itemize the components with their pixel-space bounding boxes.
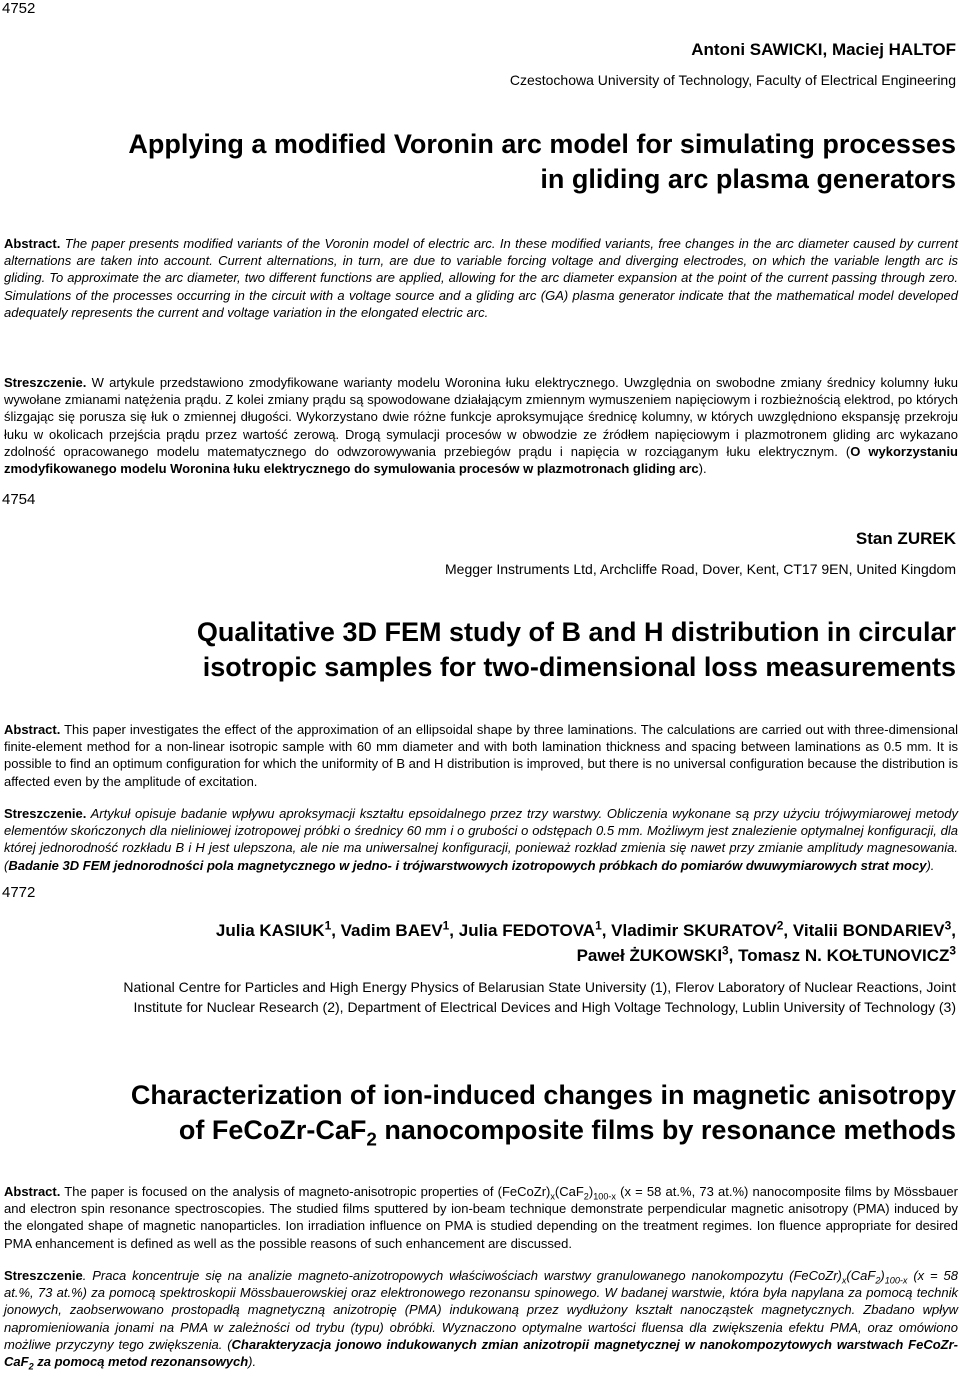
streszczenie-bold-title: Badanie 3D FEM jednorodności pola magnetycznego w jedno- i trójwarstwowych izotropowych próbkach do pomiarów dwuwymiarowych strat mocy	[8, 857, 927, 873]
title-line: in gliding arc plasma generators	[540, 164, 956, 194]
abstract-label: Abstract.	[4, 1184, 61, 1199]
article-title	[197, 615, 956, 685]
affil-index: 1	[324, 918, 332, 933]
affil-index: 2	[776, 918, 784, 933]
streszczenie-text: Artykuł opisuje badanie wpływu aproksymacji kształtu epsoidalnego przez trzy warstwy. Obliczenia wykonane są przy użyciu trójwymiarowej metody elementów skończonych dla nieliniowej izotropowej próbki o średnicy 60 mm i o grubości o odstępach 0.5 mm. Możliwym jest znalezienie optymalnej konfiguracji, dla której jednorodność rozkładu B i H jest ulepszona, ale nie ma uniwersalnej konfiguracji, ponieważ rozkład zmienia się nawet przy zmianie amplitudy magnesowania. (	[4, 806, 958, 873]
abstract-en	[4, 1183, 958, 1252]
article-number: 4754	[2, 491, 36, 508]
abstract-text: )	[588, 1184, 594, 1199]
abstract-text: The paper is focused on the analysis of magneto-anisotropic properties of (FeCoZr)	[60, 1184, 551, 1199]
streszczenie-label: Streszczenie.	[4, 806, 87, 821]
title-line: Characterization of ion-induced changes in magnetic anisotropy	[130, 1080, 956, 1110]
title-text: nanocomposite films by resonance methods	[376, 1115, 956, 1145]
author-name: Julia KASIUK	[215, 921, 325, 940]
title-line: Qualitative 3D FEM study of B and H distribution in circular	[196, 617, 956, 647]
streszczenie-end: ).	[248, 1354, 257, 1370]
separator: ,	[951, 921, 956, 940]
abstract-text: The paper presents modified variants of the Voronin model of electric arc. In these modified variants, free changes in the arc diameter caused by current alternations are taken into account. Current alternations, in turn, are due to variable forcing voltage and diverging electrodes, on which the variable length arc is gliding. To approximate the arc diameter, two different functions are applied, allowing for the arc diameter expansion at the point of the current passing through zero. Simulations of the processes occurring in the circuit with a voltage source and a gliding arc (GA) plasma generator indicate that the mathematical model developed adequately represents the current and voltage variation in the elongated electric arc.	[4, 236, 958, 320]
streszczenie-bold-title: Charakteryzacja jonowo indukowanych zmian anizotropii magnetycznej w nanokompozytowych warstwach FeCoZr-CaF	[4, 1336, 958, 1370]
article-authors: Stan ZUREK	[855, 529, 956, 548]
abstract-text: (x = 58 at.%, 73 at.%) nanocomposite films by Mössbauer and electron spin resonance spectroscopies. The studied films sputtered by ion-beam technique demonstrate perpendicular magnetic anisotropy (PMA) induced by the elongated shape of magnetic nanoparticles. Ion irradiation influence on PMA is studied depending on the treatment regimes. Ion fluence appropriate for desired PMA enhancement is defined as well as the possible reasons of such enhancement are discussed.	[4, 1184, 958, 1251]
abstract-pl	[4, 1267, 958, 1370]
streszczenie-label: Streszczenie.	[4, 375, 87, 390]
title-line: isotropic samples for two-dimensional loss measurements	[202, 652, 956, 682]
affil-index: 3	[949, 943, 956, 958]
authors-line	[216, 918, 956, 943]
article-authors	[216, 918, 956, 968]
streszczenie-text: )	[880, 1268, 885, 1283]
article-number: 4772	[2, 884, 36, 901]
streszczenie-text: W artykule przedstawiono zmodyfikowane warianty modelu Woronina łuku elektrycznego. Uwzględnia on swobodne zmiany średnicy kolumny łuku wywołane zmianami natężenia prądu. Z kolei zmiany prądu są spowodowane działającym zmiennym wymuszeniem napięciowym i rozbieżnością elektrod, po których ślizgając się porusza się łuk o zmiennej długości. Wykorzystano dwie różne funkcje aproksymujące średnicę kolumny, w których uwzględniono ekspansję przekroju łuku w okolicach przejścia prądu przez wartość zerową. Drogą symulacji procesów w obwodzie ze źródłem napięciowym i plazmotronem gliding arc wykazano zdolność opracowanego modelu matematycznego do odwzorowywania przebiegów prądu i napięcia w rozciąganym łuku elektrycznym. (	[4, 375, 958, 459]
author-name: , Julia FEDOTOVA	[449, 921, 596, 940]
affiliation-line: National Centre for Particles and High Energy Physics of Belarusian State University (1), Flerov Laboratory of Nuclear Reactions, Joint	[123, 979, 956, 995]
article-affiliation	[123, 977, 956, 1017]
subscript: x	[841, 1275, 847, 1286]
abstract-label: Abstract.	[4, 236, 61, 251]
affil-index: 3	[722, 943, 729, 958]
streszczenie-end: ).	[698, 461, 707, 477]
title-line	[131, 1113, 956, 1151]
affil-index: 1	[442, 918, 450, 933]
article-number: 4752	[2, 0, 36, 17]
title-text: of FeCoZr-CaF	[178, 1115, 367, 1145]
subscript: x	[550, 1191, 555, 1202]
abstract-en	[4, 235, 958, 321]
streszczenie-text: (x = 58 at.%, 73 at.%) za pomocą spektroskopii Mössbauerowskiej oraz elektronowego rezonansu spinowego. W badanej warstwie, która była napylana za pomocą technik jonowych, zaobserwowano prostopadłą magnetyczną anizotropię (PMA) indukowaną przez wydłużony kształt nanocząstek magnetycznych. Zbadano wpływ napromieniowania jonami na PMA w zależności od trybu (typu) obróbki. Wyznaczono optymalne wartości fluensa dla zwiększenia efektu PMA, oraz omówiono możliwe przyczyny tego zwiększenia. (	[4, 1268, 958, 1352]
abstract-label: Abstract.	[4, 722, 61, 737]
author-name: , Vladimir SKURATOV	[601, 921, 777, 940]
abstract-text: (CaF	[554, 1184, 584, 1199]
streszczenie-bold-title: za pomocą metod rezonansowych	[33, 1354, 249, 1370]
article-affiliation: Czestochowa University of Technology, Faculty of Electrical Engineering	[509, 72, 956, 88]
abstract-text: This paper investigates the effect of the approximation of an ellipsoidal shape by three laminations. The calculations are carried out with three-dimensional finite-element method for a non-linear isotropic sample with 60 mm diameter and with both lamination thickness and spacing between laminations as 0.5 mm. It is possible to find an optimum configuration for which the uniformity of B and H distribution is improved, but there is no universal configuration because the distribution is affected even by the amplitude of excitation.	[4, 722, 958, 789]
streszczenie-label: Streszczenie	[4, 1268, 83, 1283]
abstract-en	[4, 721, 958, 790]
streszczenie-bold-title: O wykorzystaniu zmodyfikowanego modelu Woronina łuku elektrycznego do symulowania procesów w plazmotronach gliding arc	[4, 443, 959, 477]
article-title	[130, 1078, 956, 1151]
title-line: Applying a modified Voronin arc model for simulating processes	[128, 129, 956, 159]
authors-line	[216, 943, 956, 968]
abstract-pl	[4, 805, 958, 874]
author-name: , Vitalii BONDARIEV	[783, 921, 945, 940]
affiliation-line: Institute for Nuclear Research (2), Department of Electrical Devices and High Voltage Technology, Lublin University of Technology (3)	[133, 999, 956, 1015]
subscript: 2	[583, 1191, 589, 1202]
subscript: 100-x	[884, 1275, 908, 1286]
subscript: 100-x	[593, 1191, 616, 1202]
affil-index: 3	[944, 918, 952, 933]
article-authors: Antoni SAWICKI, Maciej HALTOF	[691, 40, 956, 59]
article-affiliation: Megger Instruments Ltd, Archcliffe Road, Dover, Kent, CT17 9EN, United Kingdom	[445, 561, 956, 577]
author-name: , Vadim BAEV	[331, 921, 443, 940]
subscript: 2	[875, 1275, 881, 1286]
author-name: Paweł ŻUKOWSKI	[576, 946, 723, 965]
streszczenie-text: . Praca koncentruje się na analizie magneto-anizotropowych właściwościach warstwy granulowanego nanokompozytu (FeCoZr)	[82, 1268, 842, 1283]
subscript: 2	[28, 1361, 34, 1372]
abstract-pl	[4, 374, 958, 477]
affil-index: 1	[595, 918, 602, 933]
title-subscript: 2	[366, 1129, 377, 1151]
article-title	[128, 127, 956, 197]
streszczenie-text: (CaF	[846, 1268, 876, 1283]
author-name: , Tomasz N. KOŁTUNOVICZ	[728, 946, 950, 965]
streszczenie-end: ).	[926, 857, 935, 873]
